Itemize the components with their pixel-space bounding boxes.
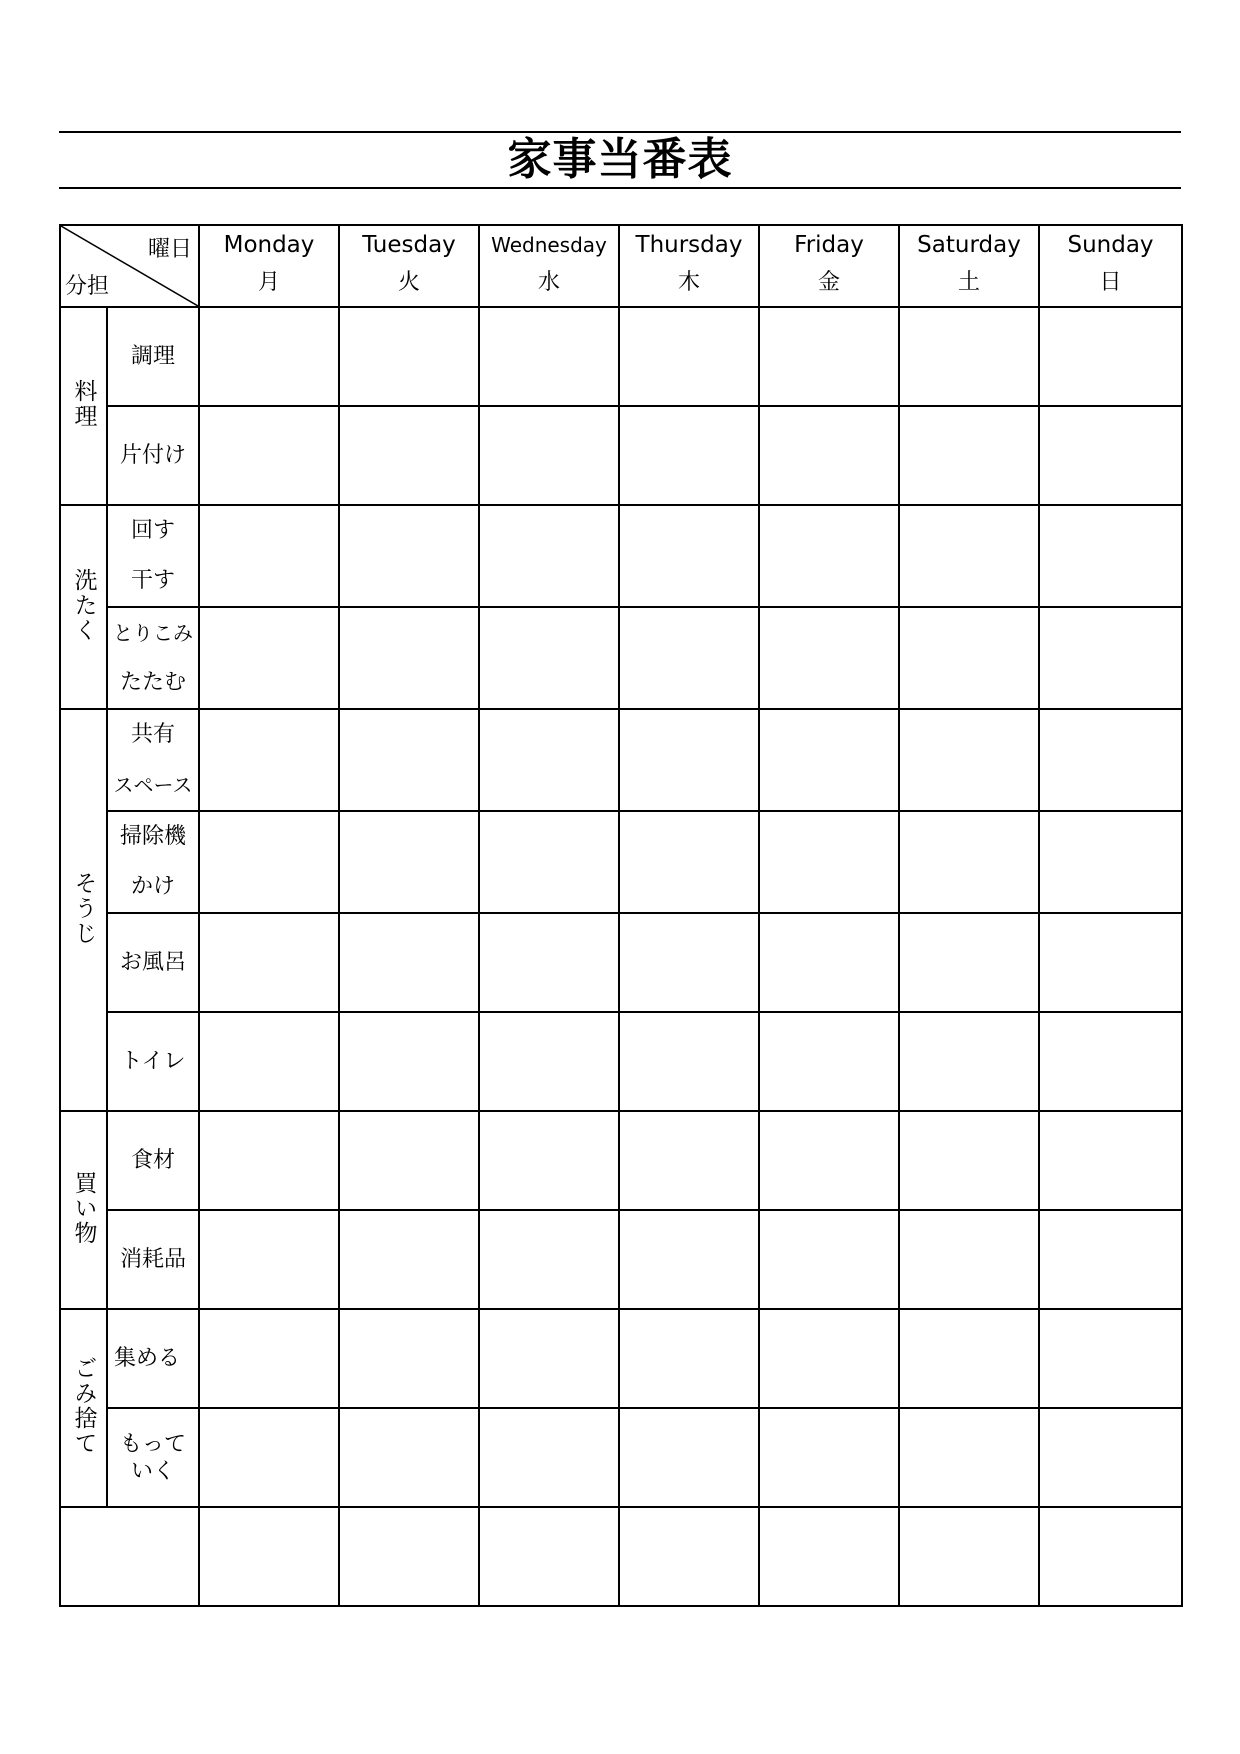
schedule-cell[interactable] [479, 505, 619, 607]
schedule-cell[interactable] [619, 1210, 759, 1309]
day-name-jp: 火 [397, 270, 420, 295]
schedule-cell[interactable] [339, 307, 479, 406]
corner-label-assignment: 分担 [65, 274, 110, 299]
day-header-saturday [899, 225, 1039, 307]
table-row [60, 1012, 1182, 1111]
schedule-cell[interactable] [759, 1408, 899, 1507]
day-name-en: Sunday [1067, 232, 1154, 258]
schedule-cell[interactable] [619, 709, 759, 811]
schedule-cell[interactable] [619, 1012, 759, 1111]
task-label: 片付け [119, 442, 186, 468]
task-cell [107, 913, 199, 1012]
day-header-wednesday [479, 225, 619, 307]
schedule-cell[interactable] [899, 709, 1039, 811]
day-name-en: Tuesday [362, 232, 456, 258]
table-row [60, 1111, 1182, 1210]
schedule-cell[interactable] [199, 307, 339, 406]
schedule-cell[interactable] [339, 1309, 479, 1408]
task-label: 共有 [130, 722, 175, 747]
schedule-cell[interactable] [899, 307, 1039, 406]
task-cell [107, 811, 199, 913]
schedule-cell[interactable] [479, 1408, 619, 1507]
task-cell [107, 406, 199, 505]
schedule-cell[interactable] [339, 505, 479, 607]
schedule-cell[interactable] [1039, 505, 1182, 607]
schedule-cell[interactable] [479, 406, 619, 505]
blank-label-cell[interactable] [60, 1507, 199, 1606]
schedule-cell[interactable] [339, 1507, 479, 1606]
table-row [60, 1309, 1182, 1408]
table-row [60, 1210, 1182, 1309]
day-name-en: Wednesday [491, 233, 607, 257]
task-cell [107, 1111, 199, 1210]
category-cell [60, 709, 107, 1111]
table-row [60, 1408, 1182, 1507]
schedule-cell[interactable] [759, 1507, 899, 1606]
schedule-cell[interactable] [1039, 1408, 1182, 1507]
schedule-cell[interactable] [1039, 1309, 1182, 1408]
schedule-cell[interactable] [899, 1012, 1039, 1111]
schedule-cell[interactable] [199, 811, 339, 913]
day-header-sunday [1039, 225, 1182, 307]
day-header-tuesday [339, 225, 479, 307]
day-name-jp: 木 [677, 270, 700, 295]
schedule-cell[interactable] [619, 913, 759, 1012]
schedule-cell[interactable] [339, 1408, 479, 1507]
header-row [60, 225, 1182, 307]
category-cell [60, 1309, 107, 1507]
schedule-cell[interactable] [759, 1012, 899, 1111]
task-cell [107, 1012, 199, 1111]
schedule-cell[interactable] [1039, 1111, 1182, 1210]
task-label: 掃除機 [119, 824, 186, 849]
task-label: 調理 [130, 343, 175, 369]
day-name-jp: 金 [817, 270, 840, 295]
task-label: 干す [130, 568, 175, 593]
day-name-jp: 土 [957, 270, 980, 295]
table-row [60, 307, 1182, 406]
schedule-cell[interactable] [619, 406, 759, 505]
schedule-cell[interactable] [759, 1111, 899, 1210]
schedule-cell[interactable] [1039, 1210, 1182, 1309]
category-label: 料理 [70, 379, 97, 429]
schedule-cell[interactable] [899, 913, 1039, 1012]
blank-row [60, 1507, 1182, 1606]
schedule-cell[interactable] [479, 1111, 619, 1210]
task-label: とりこみ [113, 621, 193, 645]
table-row [60, 709, 1182, 811]
header-corner-cell [60, 225, 199, 307]
schedule-cell[interactable] [339, 811, 479, 913]
task-cell [107, 1408, 199, 1507]
title-rule-bottom [59, 187, 1181, 189]
task-label: 集める [114, 1345, 181, 1371]
schedule-cell[interactable] [759, 1309, 899, 1408]
schedule-cell[interactable] [619, 607, 759, 709]
schedule-cell[interactable] [479, 1507, 619, 1606]
task-cell [107, 607, 199, 709]
schedule-cell[interactable] [619, 1507, 759, 1606]
category-label: ごみ捨て [70, 1356, 97, 1456]
schedule-cell[interactable] [899, 406, 1039, 505]
day-header-friday [759, 225, 899, 307]
day-name-jp: 月 [257, 270, 280, 295]
schedule-cell[interactable] [339, 913, 479, 1012]
task-label: 食材 [130, 1147, 175, 1173]
schedule-cell[interactable] [479, 709, 619, 811]
schedule-cell[interactable] [1039, 406, 1182, 505]
schedule-cell[interactable] [619, 505, 759, 607]
schedule-cell[interactable] [759, 709, 899, 811]
schedule-cell[interactable] [1039, 1507, 1182, 1606]
schedule-cell[interactable] [479, 811, 619, 913]
table-row [60, 811, 1182, 913]
task-label: 消耗品 [119, 1246, 186, 1272]
schedule-cell[interactable] [199, 1012, 339, 1111]
day-name-jp: 水 [537, 270, 560, 295]
task-cell [107, 1309, 199, 1408]
schedule-cell[interactable] [199, 709, 339, 811]
category-cell [60, 307, 107, 505]
schedule-cell[interactable] [619, 1408, 759, 1507]
table-row [60, 406, 1182, 505]
schedule-cell[interactable] [339, 709, 479, 811]
schedule-cell[interactable] [339, 1111, 479, 1210]
schedule-cell[interactable] [759, 913, 899, 1012]
schedule-cell[interactable] [759, 811, 899, 913]
table-row [60, 913, 1182, 1012]
day-name-en: Monday [223, 232, 315, 258]
schedule-cell[interactable] [339, 1012, 479, 1111]
schedule-cell[interactable] [759, 1210, 899, 1309]
schedule-cell[interactable] [479, 1309, 619, 1408]
schedule-cell[interactable] [1039, 811, 1182, 913]
schedule-cell[interactable] [899, 607, 1039, 709]
table-row [60, 505, 1182, 607]
task-label: 回す [130, 518, 175, 543]
schedule-cell[interactable] [759, 307, 899, 406]
category-label: そうじ [70, 870, 97, 946]
chore-schedule-table [59, 224, 1183, 1607]
task-label: かけ [130, 874, 175, 899]
task-label: もって [119, 1431, 186, 1457]
schedule-cell[interactable] [199, 1111, 339, 1210]
schedule-cell[interactable] [479, 307, 619, 406]
schedule-cell[interactable] [899, 505, 1039, 607]
schedule-cell[interactable] [479, 913, 619, 1012]
corner-label-weekday: 曜日 [147, 237, 192, 262]
schedule-cell[interactable] [199, 1507, 339, 1606]
schedule-cell[interactable] [899, 811, 1039, 913]
day-name-jp: 日 [1099, 270, 1122, 295]
schedule-cell[interactable] [759, 607, 899, 709]
task-label: スペース [113, 773, 193, 797]
task-label: たたむ [119, 670, 186, 695]
schedule-cell[interactable] [899, 1309, 1039, 1408]
schedule-cell[interactable] [619, 1111, 759, 1210]
category-cell [60, 505, 107, 709]
day-name-en: Saturday [917, 232, 1021, 258]
schedule-cell[interactable] [1039, 913, 1182, 1012]
schedule-cell[interactable] [619, 307, 759, 406]
schedule-cell[interactable] [479, 1012, 619, 1111]
schedule-cell[interactable] [1039, 607, 1182, 709]
task-label: お風呂 [119, 949, 186, 975]
schedule-cell[interactable] [479, 1210, 619, 1309]
schedule-cell[interactable] [899, 1210, 1039, 1309]
schedule-cell[interactable] [339, 607, 479, 709]
page-title: 家事当番表 [507, 134, 733, 185]
category-label: 洗たく [70, 567, 97, 643]
schedule-cell[interactable] [339, 406, 479, 505]
schedule-cell[interactable] [479, 607, 619, 709]
schedule-cell[interactable] [899, 1408, 1039, 1507]
table-row [60, 607, 1182, 709]
schedule-cell[interactable] [899, 1111, 1039, 1210]
schedule-cell[interactable] [759, 406, 899, 505]
task-label: いく [130, 1458, 175, 1484]
task-cell [107, 307, 199, 406]
task-label: トイレ [120, 1048, 186, 1074]
category-cell [60, 1111, 107, 1309]
schedule-cell[interactable] [199, 505, 339, 607]
task-cell [107, 505, 199, 607]
schedule-cell[interactable] [199, 913, 339, 1012]
title-rule-top [59, 131, 1181, 133]
schedule-cell[interactable] [339, 1210, 479, 1309]
schedule-cell[interactable] [199, 607, 339, 709]
schedule-cell[interactable] [619, 811, 759, 913]
schedule-cell[interactable] [759, 505, 899, 607]
schedule-cell[interactable] [199, 1210, 339, 1309]
day-header-monday [199, 225, 339, 307]
schedule-cell[interactable] [199, 1408, 339, 1507]
day-header-thursday [619, 225, 759, 307]
task-cell [107, 709, 199, 811]
schedule-cell[interactable] [619, 1309, 759, 1408]
schedule-cell[interactable] [199, 1309, 339, 1408]
schedule-cell[interactable] [899, 1507, 1039, 1606]
schedule-cell[interactable] [1039, 307, 1182, 406]
category-label: 買い物 [70, 1170, 97, 1246]
task-cell [107, 1210, 199, 1309]
schedule-cell[interactable] [1039, 1012, 1182, 1111]
day-name-en: Friday [794, 232, 864, 258]
schedule-cell[interactable] [1039, 709, 1182, 811]
schedule-cell[interactable] [199, 406, 339, 505]
day-name-en: Thursday [635, 232, 743, 258]
